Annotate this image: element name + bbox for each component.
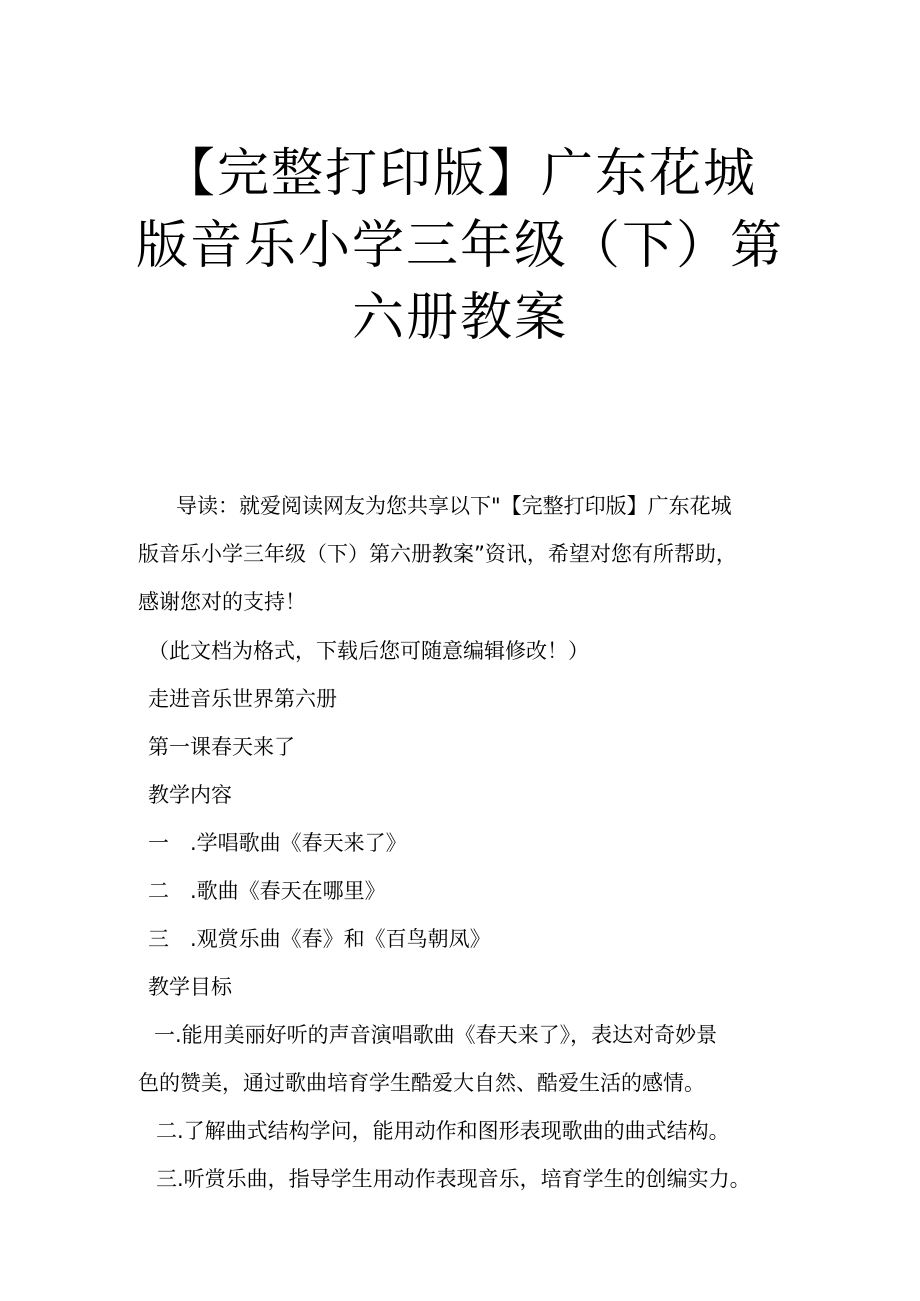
intro-line-3: 感谢您对的支持！ bbox=[138, 590, 306, 614]
goal-1-line-2: 色的赞美，通过歌曲培育学生酷爱大自然、酷爱生活的感情。 bbox=[138, 1071, 705, 1095]
goal-2: 二.了解曲式结构学问，能用动作和图形表现歌曲的曲式结构。 bbox=[156, 1119, 730, 1143]
intro-line-2: 版音乐小学三年级（下）第六册教案”资讯，希望对您有所帮助， bbox=[138, 542, 737, 566]
content-heading: 教学内容 bbox=[148, 783, 232, 807]
content-item-2: 二 .歌曲《春天在哪里》 bbox=[148, 879, 386, 903]
lesson-title: 第一课春天来了 bbox=[148, 735, 295, 759]
goals-heading: 教学目标 bbox=[148, 975, 232, 999]
goal-3: 三.听赏乐曲，指导学生用动作表现音乐，培育学生的创编实力。 bbox=[156, 1167, 751, 1191]
title-line-1: 【完整打印版】广东花城 bbox=[162, 144, 757, 204]
book-title: 走进音乐世界第六册 bbox=[148, 687, 337, 711]
goal-1-line-1: 一.能用美丽好听的声音演唱歌曲《春天来了》，表达对奇妙景 bbox=[154, 1023, 718, 1047]
content-item-1: 一 .学唱歌曲《春天来了》 bbox=[148, 831, 407, 855]
title-line-2: 版音乐小学三年级（下）第 bbox=[135, 216, 784, 276]
edit-note: （此文档为格式，下载后您可随意编辑修改！） bbox=[148, 639, 589, 663]
intro-line-1: 导读：就爱阅读网友为您共享以下"【完整打印版】广东花城 bbox=[176, 494, 732, 518]
title-line-3: 六册教案 bbox=[351, 288, 568, 348]
content-item-3: 三 .观赏乐曲《春》和《百鸟朝凤》 bbox=[148, 927, 491, 951]
